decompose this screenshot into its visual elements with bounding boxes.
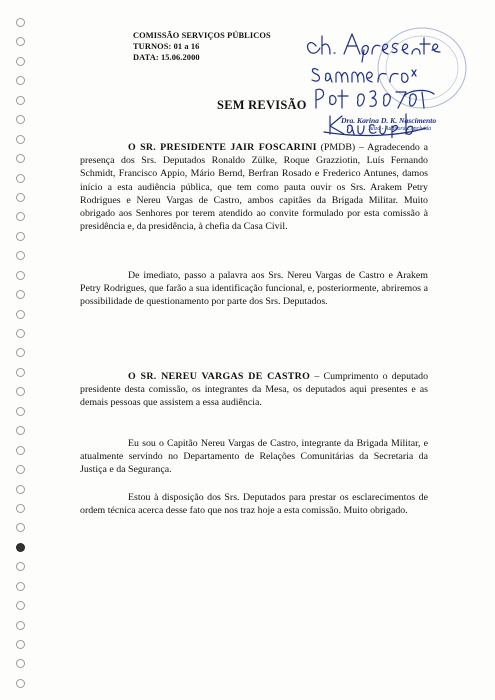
binder-hole (16, 426, 25, 435)
binder-hole (16, 582, 25, 591)
binder-hole (16, 329, 25, 338)
binder-hole (16, 18, 25, 27)
binder-hole (16, 601, 25, 610)
binder-hole (16, 679, 25, 688)
header-committee: COMISSÃO SERVIÇOS PÚBLICOS (133, 31, 271, 40)
paragraph-closing: Estou à disposição dos Srs. Deputados para prestar os esclarecimentos de ordem técnica acerca desse fato que nos traz hoje a esta comissão. Muito obrigado. (80, 492, 428, 517)
speaker-name: O SR. PRESIDENTE JAIR FOSCARINI (128, 142, 317, 153)
stamp-typed-name: Dra. Karina D. K. Nascimento (341, 116, 437, 125)
binder-hole (16, 387, 25, 396)
binder-hole (16, 310, 25, 319)
binder-hole (16, 115, 25, 124)
paragraph-second: De imediato, passo a palavra aos Srs. Nereu Vargas de Castro e Arakem Petry Rodrigues, que farão a sua identificação funcional, e, posteriormente, abriremos a possibilidade de questionamento por parte dos Srs. Deputados. (80, 270, 428, 308)
binder-hole (16, 271, 25, 280)
binder-hole (16, 348, 25, 357)
binder-hole (16, 504, 25, 513)
binder-hole (16, 251, 25, 260)
paragraph-nereu (80, 370, 428, 410)
binder-hole (16, 174, 25, 183)
paragraph-identification: Eu sou o Capitão Nereu Vargas de Castro, integrante da Brigada Militar, e atualmente servindo no Departamento de Relações Comunitárias da Secretaria da Justiça e da Segurança. (80, 438, 428, 476)
stamp-typed-role: Juíza - Auditora Concluída (368, 126, 432, 132)
binder-hole (16, 485, 25, 494)
binder-hole (16, 154, 25, 163)
document-header (133, 30, 271, 63)
speech-text: – Cumprimento o deputado presidente desta comissão, os integrantes da Mesa, os deputados aqui presentes e as demais pessoas que assistem a essa audiência. (80, 371, 429, 409)
binder-hole (16, 523, 25, 532)
binder-holes (16, 18, 28, 688)
binder-hole (16, 232, 25, 241)
binder-hole (16, 465, 25, 474)
binder-hole-filled (16, 543, 25, 552)
binder-hole (16, 562, 25, 571)
binder-hole (16, 76, 25, 85)
header-shifts: TURNOS: 01 a 16 (133, 42, 200, 51)
binder-hole (16, 212, 25, 221)
binder-hole (16, 621, 25, 630)
binder-hole (16, 659, 25, 668)
paragraph-president (80, 141, 428, 233)
page-title: SEM REVISÃO (217, 98, 307, 112)
binder-hole (16, 135, 25, 144)
speaker-name: O SR. NEREU VARGAS DE CASTRO (128, 371, 311, 382)
binder-hole (16, 96, 25, 105)
header-date: DATA: 15.06.2000 (133, 53, 200, 62)
binder-hole (16, 37, 25, 46)
binder-hole (16, 57, 25, 66)
binder-hole (16, 407, 25, 416)
binder-hole (16, 193, 25, 202)
binder-hole (16, 368, 25, 377)
binder-hole (16, 290, 25, 299)
binder-hole (16, 640, 25, 649)
binder-hole (16, 446, 25, 455)
speech-text: (PMDB) – Agradecendo a presença dos Srs. Deputados Ronaldo Zülke, Roque Grazziotin, Luís Fernando Schmidt, Francisco Appio, Mário Bernd, Berfran Rosado e Frederico Antunes, damos início a esta audiência pública, que tem como pauta ouvir os Srs. Arakem Petry Rodrigues e Nereu Vargas de Castro, ambos capitães da Brigada Militar. Muito obrigado aos Senhores por terem atendido ao convite formulado por esta comissão à presidência e, da presidência, à chefia da Casa Civil. (80, 142, 428, 233)
